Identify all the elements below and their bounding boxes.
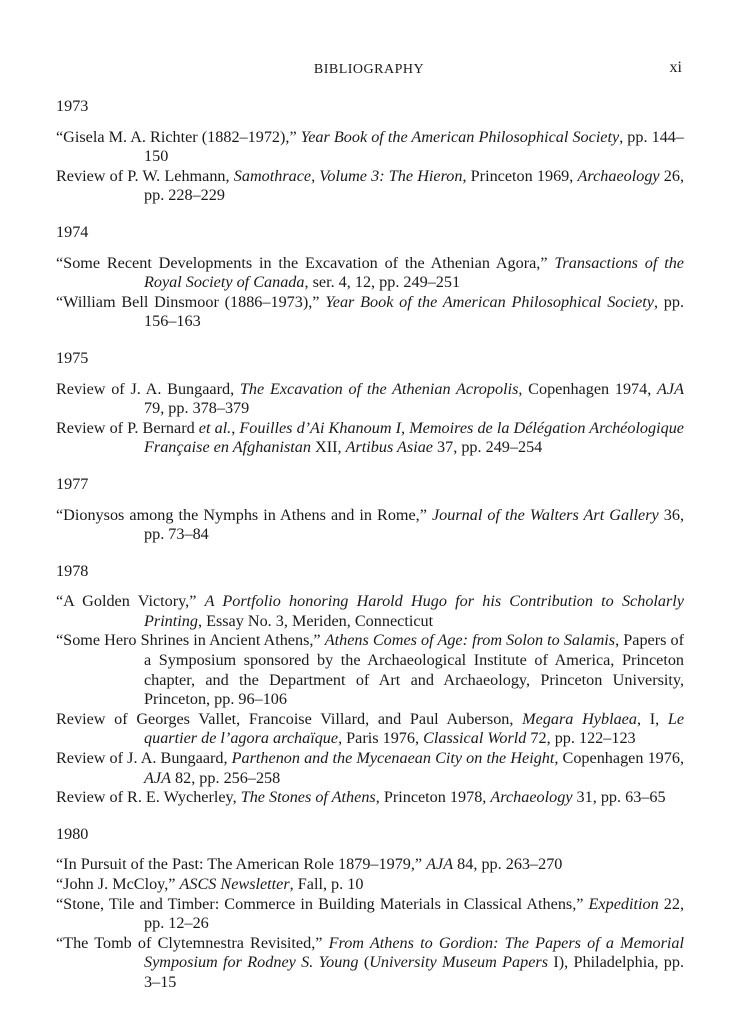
bibliography-entry — [56, 506, 684, 545]
bibliography-entry — [56, 419, 684, 458]
entry-text: “Some Recent Developments in the Excavation of the Athenian Agora,” — [56, 253, 555, 272]
entry-text: 79, pp. 378–379 — [144, 399, 250, 418]
year-heading: 1974 — [56, 222, 89, 241]
entry-italic-text: From Athens to Gordion: The Papers of a Memorial Symposium for Rodney S. Young — [144, 933, 684, 972]
entry-italic-text: ASCS Newsletter — [179, 875, 290, 893]
bibliography-entry — [56, 875, 684, 895]
bibliography-entry — [56, 167, 684, 206]
entry-italic-text: The Stones of Athens — [240, 788, 376, 807]
bibliography-entry — [56, 788, 684, 808]
entry-italic-text: Expedition — [588, 894, 659, 913]
entry-text: 37, pp. 249–254 — [432, 438, 543, 457]
entry-italic-text: The Excavation of the Athenian Acropolis — [239, 379, 519, 398]
entry-italic-text: AJA — [144, 768, 171, 787]
entry-text: Review of J. A. Bungaard, — [56, 379, 240, 398]
entry-italic-text: Archaeology — [577, 166, 660, 185]
bibliography-entry — [56, 855, 684, 875]
entry-text: , ser. 4, 12, pp. 249–251 — [304, 273, 461, 292]
entry-text: , Princeton 1969, — [462, 166, 578, 185]
bibliography-entry — [56, 254, 684, 293]
entry-text: ( — [358, 953, 370, 972]
entry-text: “Dionysos among the Nymphs in Athens and in Rome,” — [56, 505, 432, 524]
entry-text: , Papers of a Symposium sponsored by the Archaeological Institute of America, Princeton chapter, and the Department of Art and Archaeology, Princeton University, Princeton, pp. 96–106 — [144, 631, 684, 709]
entry-text: Review of P. W. Lehmann, — [56, 166, 234, 185]
entry-text: , Paris 1976, — [338, 729, 424, 748]
year-heading: 1980 — [56, 824, 89, 843]
entry-italic-text: Megara Hyblaea — [522, 709, 637, 728]
entry-text: Review of R. E. Wycherley, — [56, 788, 241, 807]
entry-text: “Stone, Tile and Timber: Commerce in Building Materials in Classical Athens,” — [56, 894, 589, 913]
bibliography-entry — [56, 934, 684, 993]
bibliography-entry — [56, 293, 684, 332]
entry-text: “The Tomb of Clytemnestra Revisited,” — [56, 933, 329, 952]
entry-text: 26, pp. 228–229 — [144, 166, 684, 205]
entry-italic-text: Journal of the Walters Art Gallery — [431, 505, 659, 524]
year-section — [56, 825, 684, 993]
entry-italic-text: Year Book of the American Philosophical Society — [325, 292, 654, 311]
entry-text: 22, pp. 12–26 — [144, 894, 684, 933]
entry-text: 72, pp. 122–123 — [526, 729, 636, 748]
entry-italic-text: Artibus Asiae — [345, 438, 433, 457]
entry-text: , Copenhagen 1974, — [518, 379, 658, 398]
bibliography-entry — [56, 631, 684, 709]
bibliography-entry — [56, 128, 684, 167]
year-section — [56, 349, 684, 458]
bibliography-list — [56, 97, 684, 1010]
entry-text: 36, pp. 73–84 — [144, 505, 685, 544]
bibliography-entry — [56, 895, 684, 934]
entry-text: 82, pp. 256–258 — [170, 768, 281, 787]
entry-text: , Essay No. 3, Meriden, Connecticut — [197, 611, 434, 630]
year-heading: 1978 — [56, 561, 89, 580]
entry-text: Review of Georges Vallet, Francoise Villard, and Paul Auberson, — [56, 709, 523, 728]
entry-text: Review of J. A. Bungaard, — [56, 749, 232, 768]
year-section — [56, 475, 684, 545]
entry-text: , — [231, 418, 240, 437]
entry-text: 31, pp. 63–65 — [572, 788, 666, 807]
entry-italic-text: Archaeology — [490, 788, 573, 807]
year-heading: 1977 — [56, 474, 89, 493]
entry-italic-text: A Portfolio honoring Harold Hugo for his Contribution to Scholarly Printing — [144, 592, 684, 630]
year-section — [56, 97, 684, 206]
entry-text: “Some Hero Shrines in Ancient Athens,” — [56, 631, 325, 650]
entry-text: “Gisela M. A. Richter (1882–1972),” — [56, 127, 301, 146]
bibliography-entry — [56, 592, 684, 631]
entry-text: “In Pursuit of the Past: The American Role 1879–1979,” — [56, 855, 427, 874]
entry-text: , pp. 156–163 — [144, 292, 684, 331]
entry-italic-text: Fouilles d’Ai Khanoum I, Memoires de la Délégation Archéologique Française en Afghanistan — [144, 418, 684, 457]
entry-italic-text: AJA — [657, 379, 685, 398]
entry-italic-text: AJA — [426, 855, 454, 874]
entry-text: , pp. 144–150 — [144, 127, 684, 166]
entry-italic-text: et al. — [198, 418, 232, 437]
entry-text: “William Bell Dinsmoor (1886–1973),” — [56, 292, 326, 311]
entry-italic-text: Athens Comes of Age: from Solon to Salamis — [324, 631, 616, 650]
entry-text: , Princeton 1978, — [375, 788, 491, 807]
bibliography-entry — [56, 380, 684, 419]
running-title: BIBLIOGRAPHY — [313, 62, 425, 77]
year-section — [56, 223, 684, 332]
page-number: xi — [669, 59, 682, 76]
entry-text: 84, pp. 263–270 — [453, 855, 563, 874]
bibliography-entry — [56, 749, 684, 788]
entry-italic-text: Year Book of the American Philosophical Society — [300, 127, 620, 146]
entry-italic-text: Classical World — [423, 729, 527, 748]
year-section — [56, 562, 684, 808]
entry-text: , Fall, p. 10 — [289, 875, 364, 893]
entry-text: XII, — [310, 438, 346, 457]
entry-italic-text: Samothrace, Volume 3: The Hieron — [233, 166, 463, 185]
entry-text: Review of P. Bernard — [56, 418, 199, 437]
year-heading: 1973 — [56, 97, 89, 115]
entry-italic-text: Transactions of the Royal Society of Canada — [144, 253, 684, 292]
entry-text: “John J. McCloy,” — [56, 875, 180, 893]
year-heading: 1975 — [56, 348, 89, 367]
entry-text: I), Philadelphia, pp. 3–15 — [144, 953, 685, 991]
entry-text: , Copenhagen 1976, — [554, 749, 684, 768]
entry-italic-text: Le quartier de l’agora archaïque — [144, 709, 685, 748]
entry-text: “A Golden Victory,” — [56, 592, 205, 611]
bibliography-entry — [56, 710, 684, 749]
entry-italic-text: Parthenon and the Mycenaean City on the Height — [231, 749, 555, 768]
entry-text: , I, — [636, 709, 668, 728]
entry-italic-text: University Museum Papers — [369, 953, 549, 972]
